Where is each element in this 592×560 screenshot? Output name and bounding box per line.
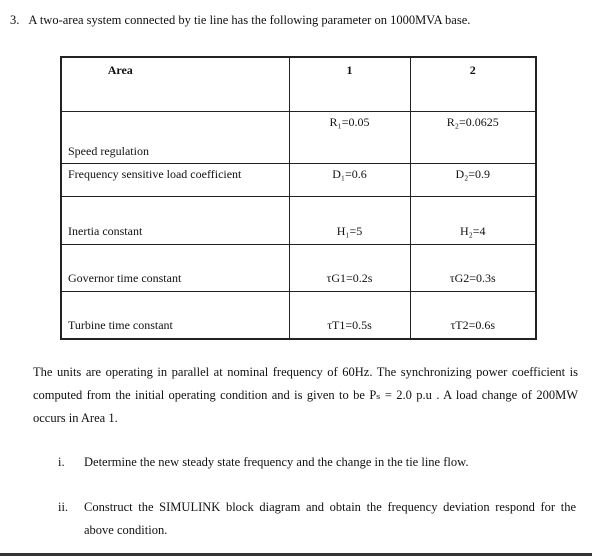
row-value-area-2: τT2=0.6s [410,292,536,340]
row-label: Frequency sensitive load coefficient [61,164,289,197]
row-value-area-1: H₁=5 [289,197,410,245]
row-label: Inertia constant [61,197,289,245]
row-value-area-1: τT1=0.5s [289,292,410,340]
row-label-text: Speed regulation [68,144,149,158]
row-value-area-1: D₁=0.6 [289,164,410,197]
row-label: Turbine time constant [61,292,289,340]
question-text: A two-area system connected by tie line has the following parameter on 1000MVA base. [28,13,471,27]
row-value-area-1: R₁=0.05 [289,112,410,164]
table-row [61,245,536,292]
table-row [61,112,536,164]
bottom-divider [0,553,592,556]
parameter-table [60,56,537,340]
header-area: Area [61,57,289,112]
list-item-text: Determine the new steady state frequency and the change in the tie line flow. [84,455,469,469]
table-header-row [61,57,536,112]
list-item-marker: i. [58,455,65,469]
table-row [61,292,536,340]
row-value-area-2: R₂=0.0625 [410,112,536,164]
row-value-area-2: H₂=4 [410,197,536,245]
row-label: Governor time constant [61,245,289,292]
row-value-area-1: τG1=0.2s [289,245,410,292]
row-value-area-2: τG2=0.3s [410,245,536,292]
header-area-1: 1 [289,57,410,112]
row-label [61,112,289,164]
question-number: 3. [10,13,20,27]
question-heading [10,13,470,28]
list-item-text: Construct the SIMULINK block diagram and obtain the frequency deviation respond for the above condition. [84,500,576,537]
table-row [61,197,536,245]
table-row [61,164,536,197]
list-item-marker: ii. [58,500,69,514]
row-value-area-2: D₂=0.9 [410,164,536,197]
description-paragraph: The units are operating in parallel at nominal frequency of 60Hz. The synchronizing power coefficient is computed from the initial operating condition and is given to be Pₛ = 2.0 p.u . A load change of 200MW occurs in Area 1. [33,365,578,425]
header-area-2: 2 [410,57,536,112]
